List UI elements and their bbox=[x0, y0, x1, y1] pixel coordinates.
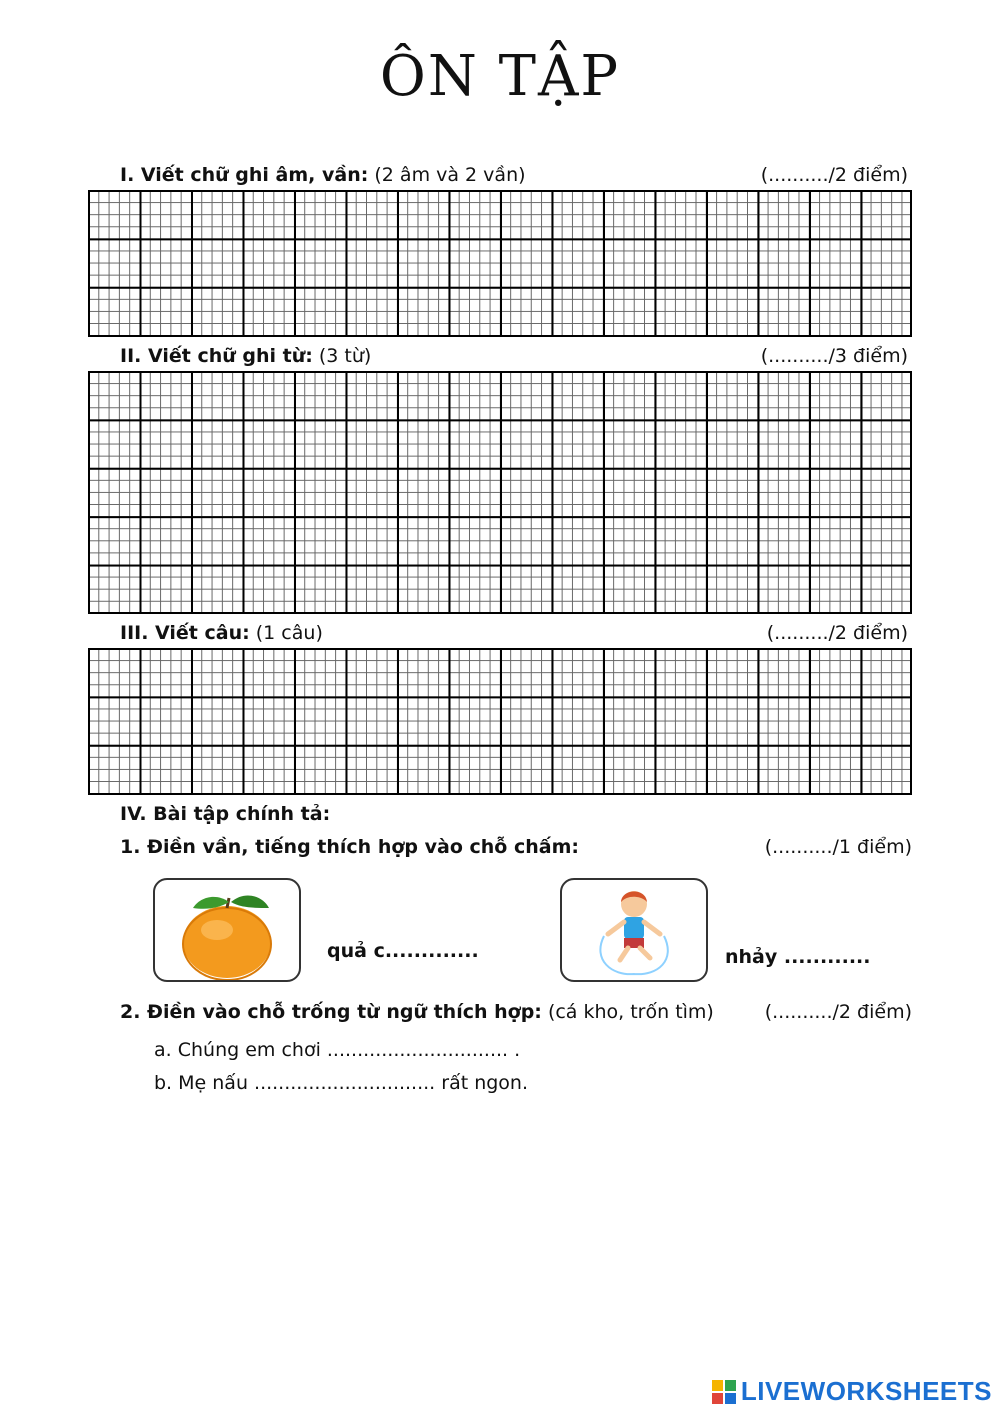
section-4-heading bbox=[120, 803, 330, 825]
section-2-heading bbox=[120, 345, 912, 367]
section-2-label: II. Viết chữ ghi từ: bbox=[120, 345, 313, 367]
blank-2-text[interactable]: nhảy ............ bbox=[725, 946, 871, 968]
orange-card bbox=[153, 878, 301, 982]
task-2-hint: (cá kho, trốn tìm) bbox=[547, 1001, 714, 1023]
brand-text: LIVEWORKSHEETS bbox=[740, 1376, 992, 1406]
orange-picture bbox=[155, 880, 299, 980]
liveworksheets-logo-icon bbox=[711, 1379, 737, 1405]
liveworksheets-brand bbox=[711, 1376, 992, 1407]
section-3-hint: (1 câu) bbox=[255, 622, 323, 644]
writing-grid-1[interactable] bbox=[88, 190, 912, 337]
section-1-heading bbox=[120, 164, 912, 186]
writing-grid-3[interactable] bbox=[88, 648, 912, 795]
section-3-score: (........./2 điểm) bbox=[766, 622, 908, 644]
task-2-label: 2. Điền vào chỗ trống từ ngữ thích hợp: bbox=[120, 1001, 542, 1023]
task-2-item-a[interactable]: a. Chúng em chơi .............................. . bbox=[154, 1039, 521, 1061]
section-2-score: (........../3 điểm) bbox=[760, 345, 908, 367]
writing-grid-2[interactable] bbox=[88, 371, 912, 614]
task-1-heading bbox=[120, 836, 579, 858]
section-4-label: IV. Bài tập chính tả: bbox=[120, 803, 331, 825]
blank-1-text[interactable]: quả c............. bbox=[327, 940, 479, 962]
task-2-item-b[interactable]: b. Mẹ nấu .............................. rất ngon. bbox=[154, 1072, 529, 1094]
task-2-heading bbox=[120, 1001, 714, 1023]
section-1-hint: (2 âm và 2 vần) bbox=[374, 164, 526, 186]
task-1-score: (........../1 điểm) bbox=[764, 836, 912, 858]
task-1-label: 1. Điền vần, tiếng thích hợp vào chỗ chấm: bbox=[120, 836, 579, 858]
page-title: ÔN TẬP bbox=[379, 44, 621, 109]
jump-rope-card bbox=[560, 878, 708, 982]
section-1-score: (........../2 điểm) bbox=[760, 164, 908, 186]
jump-rope-boy-picture bbox=[562, 880, 706, 980]
section-1-label: I. Viết chữ ghi âm, vần: bbox=[120, 164, 369, 186]
section-3-label: III. Viết câu: bbox=[120, 622, 250, 644]
section-2-hint: (3 từ) bbox=[318, 345, 372, 367]
task-2-score: (........../2 điểm) bbox=[764, 1001, 912, 1023]
section-3-heading bbox=[120, 622, 912, 644]
